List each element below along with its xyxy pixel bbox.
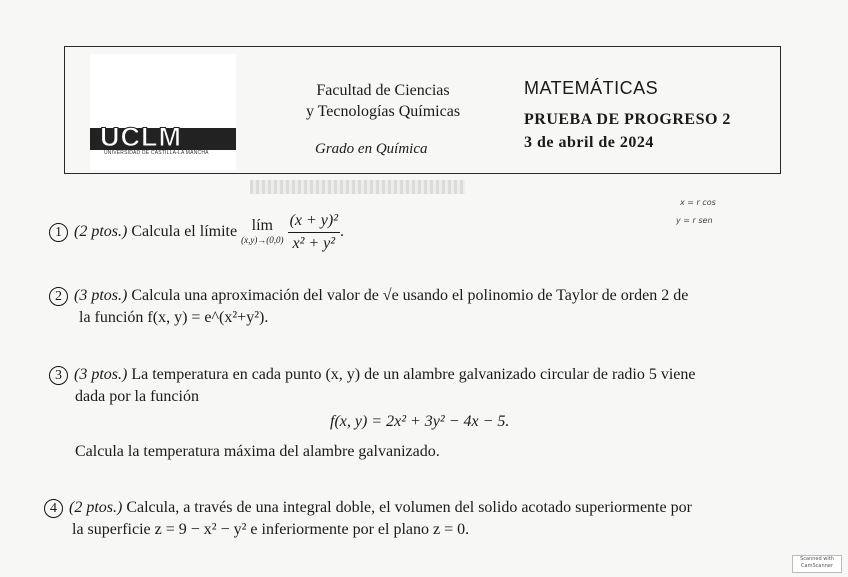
institution-name bbox=[283, 80, 483, 122]
question-3 bbox=[49, 364, 799, 463]
question-line2: la superficie z = 9 − x² − y² e inferiormente por el plano z = 0. bbox=[72, 521, 470, 538]
scanner-line2: CamScanner bbox=[801, 563, 833, 569]
degree-name: Grado en Química bbox=[315, 141, 428, 157]
limit-subscript: (x,y)→(0,0) bbox=[241, 234, 284, 245]
logo-subtext: UNIVERSIDAD DE CASTILLA-LA MANCHA bbox=[104, 150, 209, 156]
fraction-denominator: x² + y² bbox=[292, 235, 336, 252]
question-number: 1 bbox=[49, 223, 68, 242]
exam-title: PRUEBA DE PROGRESO 2 bbox=[524, 111, 731, 128]
question-1 bbox=[49, 210, 344, 255]
exam-date: 3 de abril de 2024 bbox=[524, 134, 654, 151]
question-points: (2 ptos.) bbox=[69, 499, 123, 516]
question-formula: f(x, y) = 2x² + 3y² − 4x − 5. bbox=[330, 413, 510, 430]
handwritten-note-2: y = r sen bbox=[676, 216, 713, 225]
institution-line1: Facultad de Ciencias bbox=[316, 82, 450, 99]
institution-line2: y Tecnologías Químicas bbox=[305, 103, 461, 120]
question-line2: dada por la función bbox=[75, 388, 199, 405]
limit-fraction bbox=[288, 210, 340, 255]
camscanner-badge bbox=[792, 555, 842, 573]
question-points: (3 ptos.) bbox=[74, 287, 128, 304]
scanner-line1: Scanned with bbox=[800, 556, 834, 562]
scan-artifact bbox=[250, 180, 465, 194]
logo-text: UCLM bbox=[100, 122, 182, 152]
subject-title: MATEMÁTICAS bbox=[524, 78, 659, 98]
uclm-logo bbox=[90, 54, 236, 170]
question-points: (2 ptos.) bbox=[74, 223, 128, 241]
limit-word: lím bbox=[251, 216, 273, 234]
question-4 bbox=[44, 497, 804, 541]
question-line1: Calcula una aproximación del valor de √e usando el polinomio de Taylor de orden 2 de bbox=[131, 287, 689, 304]
handwritten-note-1: x = r cos bbox=[680, 198, 716, 207]
question-number: 4 bbox=[44, 499, 63, 518]
limit-operator bbox=[241, 216, 284, 247]
question-points: (3 ptos.) bbox=[74, 366, 128, 383]
question-line2: la función f(x, y) = e^(x²+y²). bbox=[79, 309, 269, 326]
question-line1: Calcula, a través de una integral doble, el volumen del solido acotado superiormente por bbox=[126, 499, 692, 516]
question-text: Calcula el límite bbox=[131, 223, 238, 241]
question-number: 3 bbox=[49, 366, 68, 385]
question-line1: La temperatura en cada punto (x, y) de un alambre galvanizado circular de radio 5 viene bbox=[131, 366, 696, 383]
question-line3: Calcula la temperatura máxima del alambre galvanizado. bbox=[75, 443, 440, 460]
question-number: 2 bbox=[49, 287, 68, 306]
question-tail: . bbox=[340, 223, 345, 241]
fraction-numerator: (x + y)² bbox=[288, 210, 340, 233]
question-2 bbox=[49, 285, 799, 329]
